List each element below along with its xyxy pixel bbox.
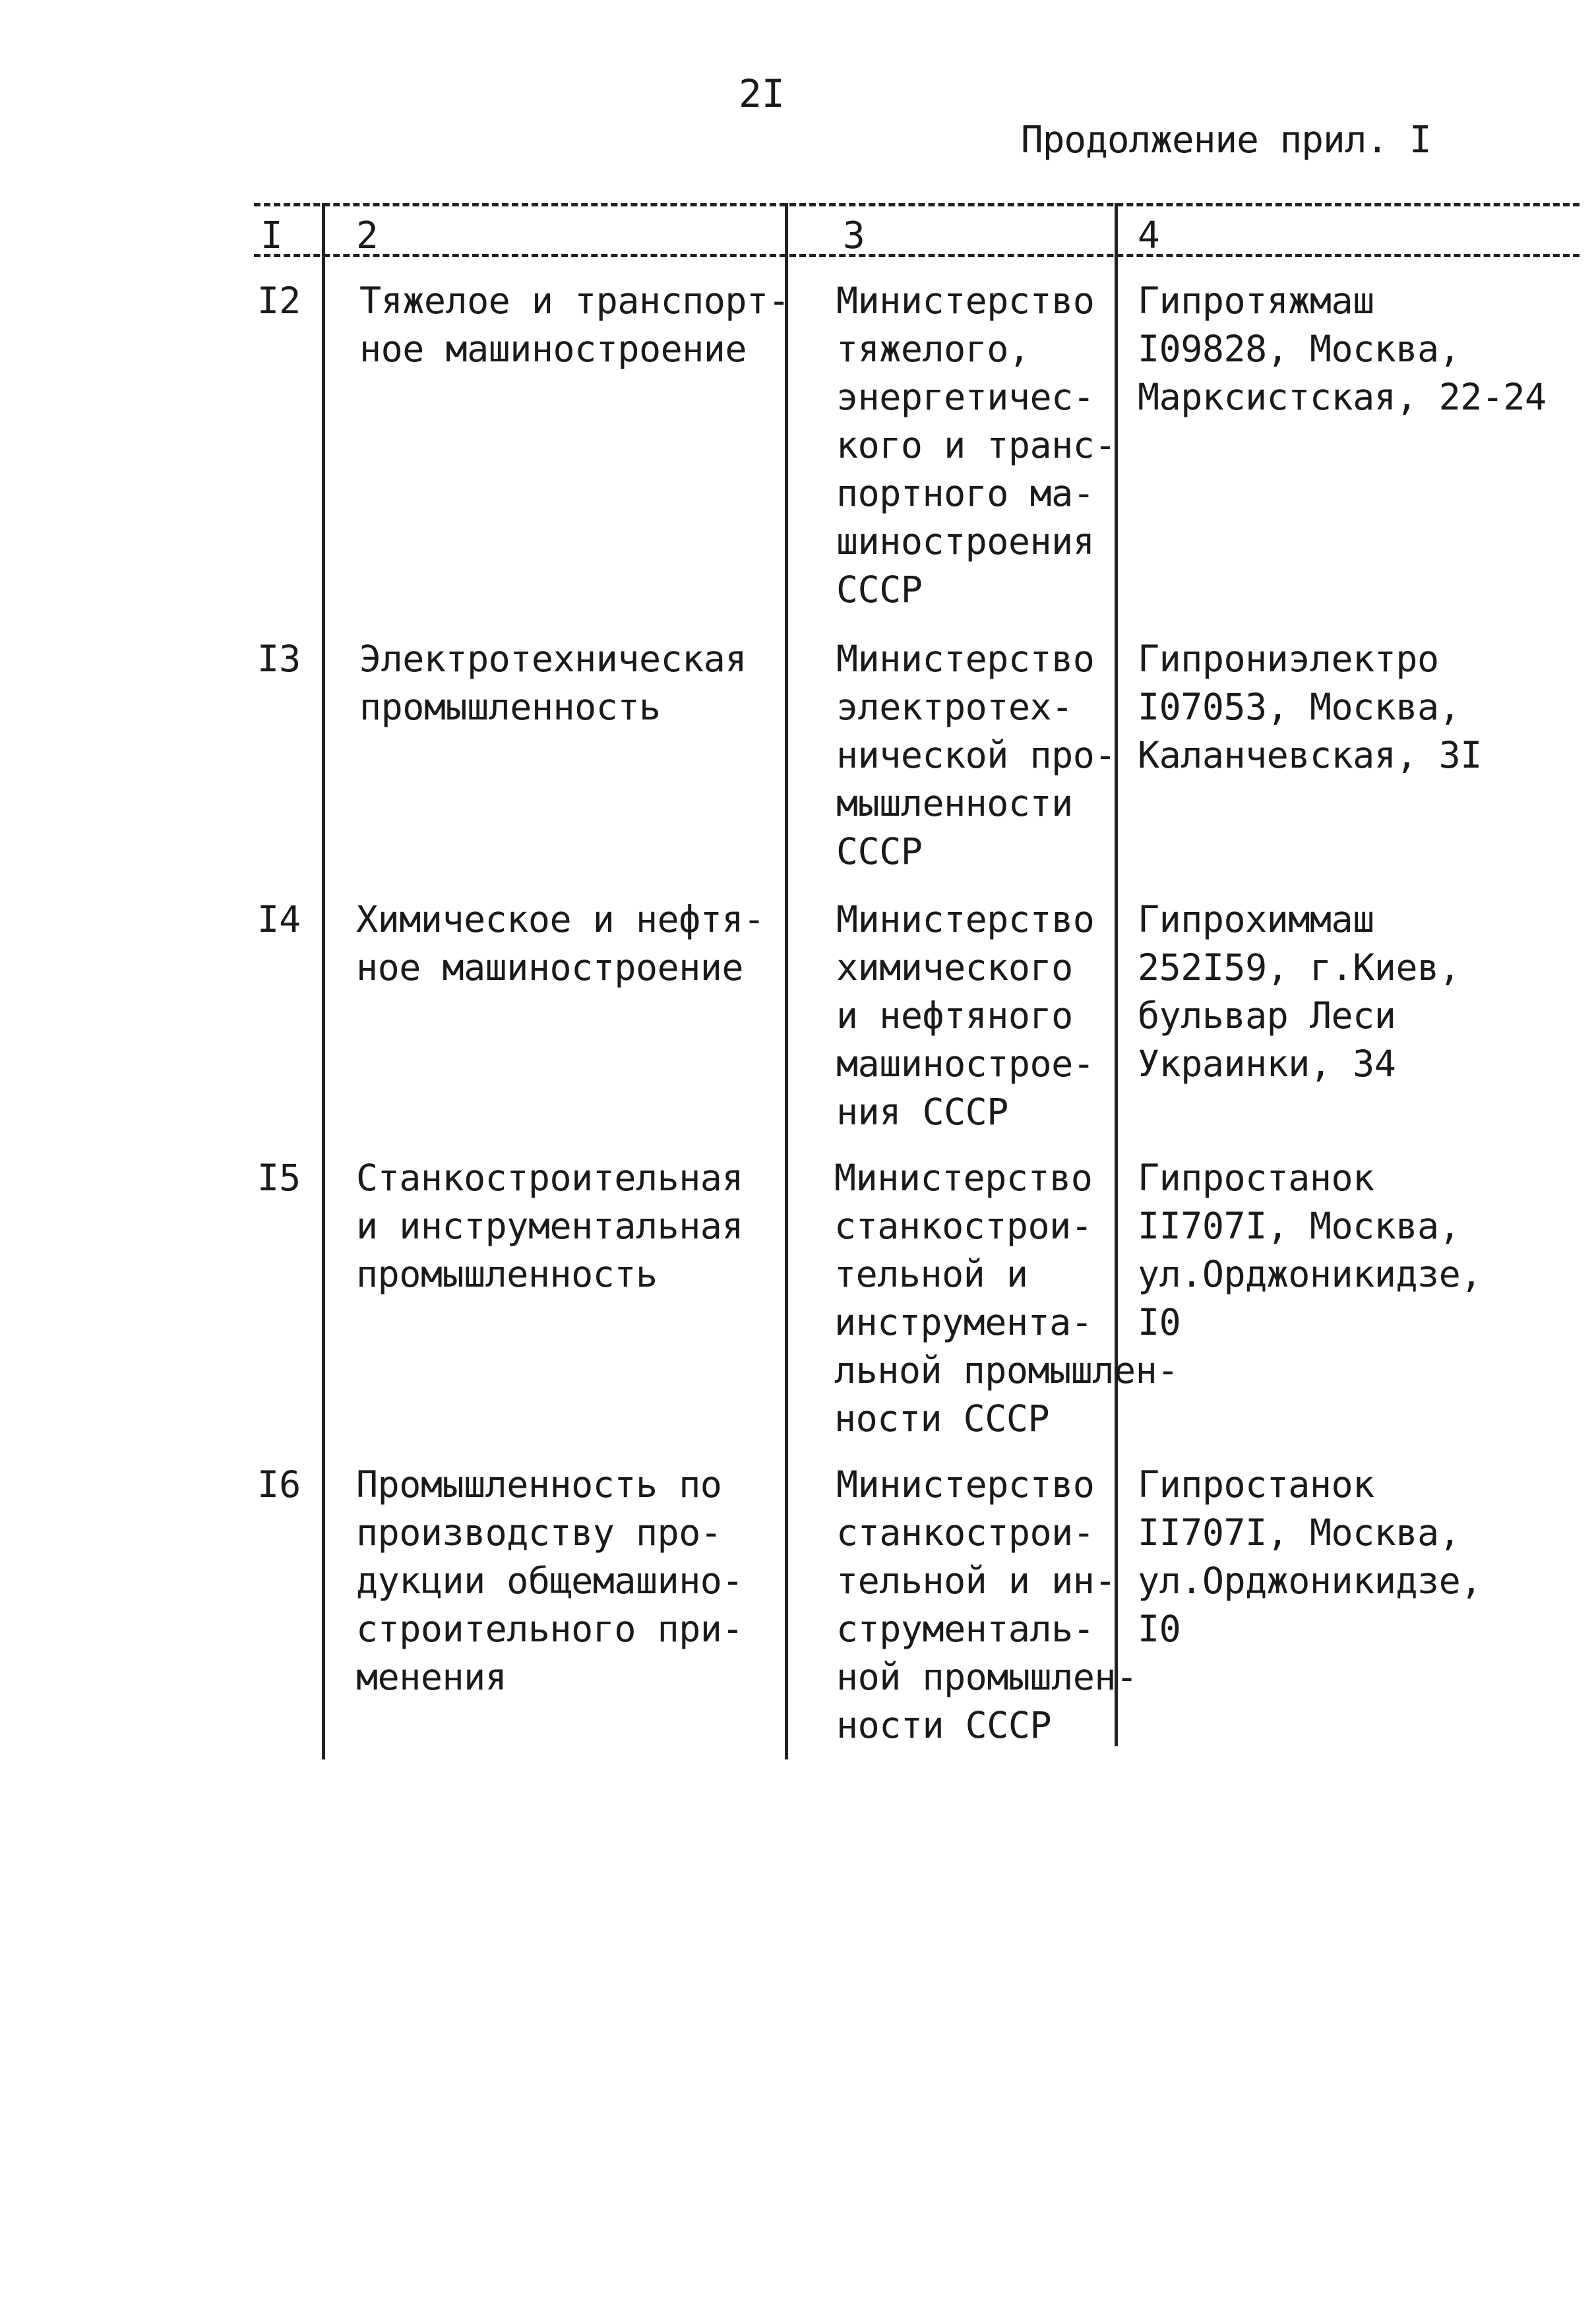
ministry-cell: Министерство электротех- нической про- мышленности СССР: [836, 638, 1116, 872]
continuation-label: Продолжение прил. I: [1021, 119, 1431, 162]
ministry-cell: Министерство станкострои- тельной и инструмента- льной промышлен- ности СССР: [834, 1157, 1179, 1440]
ministry-cell: Министерство станкострои- тельной и ин- струменталь- ной промышлен- ности СССР: [836, 1463, 1138, 1746]
page-number: 2I: [739, 71, 785, 116]
industry-cell: Промышленность по производству про- дукции общемашино- строительного при- менения: [356, 1463, 744, 1698]
header-col-4: 4: [1138, 214, 1160, 257]
institute-cell: Гипрониэлектро I07053, Москва, Каланчевская, 3I: [1138, 638, 1482, 776]
column-divider-2: [785, 203, 788, 1759]
industry-cell: Химическое и нефтя- ное машиностроение: [356, 898, 765, 989]
column-divider-1: [322, 203, 325, 1759]
institute-cell: Гипрохиммаш 252I59, г.Киев, бульвар Леси Украинки, 34: [1138, 898, 1461, 1085]
institute-cell: Гипростанок II707I, Москва, ул.Орджоникидзе, I0: [1138, 1157, 1482, 1343]
ministry-cell: Министерство химического и нефтяного машинострое- ния СССР: [836, 898, 1095, 1133]
row-number: I3: [257, 638, 301, 680]
industry-cell: Станкостроительная и инструментальная промышленность: [356, 1157, 744, 1295]
row-number: I4: [257, 898, 301, 940]
row-number: I6: [257, 1463, 301, 1506]
table-header-rule: [254, 254, 1580, 257]
header-col-1: I: [261, 214, 283, 257]
industry-cell: Электротехническая промышленность: [359, 638, 747, 728]
table-top-rule: [254, 203, 1580, 206]
row-number: I5: [257, 1157, 301, 1199]
institute-cell: Гипростанок II707I, Москва, ул.Орджоникидзе, I0: [1138, 1463, 1482, 1650]
row-number: I2: [257, 280, 301, 322]
industry-cell: Тяжелое и транспорт- ное машиностроение: [359, 280, 790, 370]
header-col-2: 2: [356, 214, 379, 257]
institute-cell: Гипротяжмаш I09828, Москва, Марксистская, 22-24: [1138, 280, 1547, 418]
header-col-3: 3: [843, 214, 865, 257]
ministry-cell: Министерство тяжелого, энергетичес- кого и транс- портного ма- шиностроения СССР: [836, 280, 1116, 611]
